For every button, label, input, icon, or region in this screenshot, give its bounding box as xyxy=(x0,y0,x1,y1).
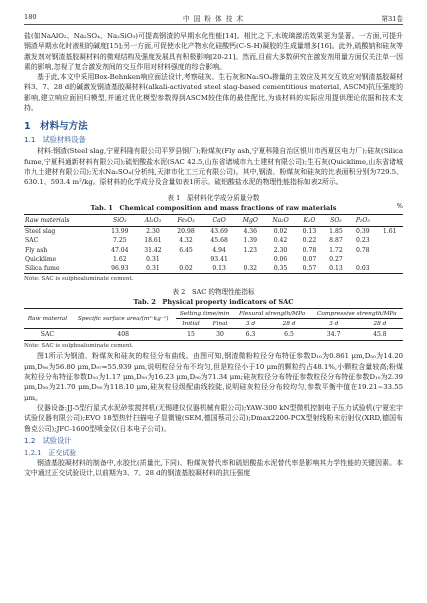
table-cell: 0.31 xyxy=(146,265,160,273)
table-cell: Quicklime xyxy=(25,255,57,263)
page-number: 180 xyxy=(24,13,37,21)
table-cell: 2.30 xyxy=(273,246,288,254)
sac-physical-properties-table xyxy=(24,308,403,341)
table-cell: 20.98 xyxy=(177,227,195,235)
table-cell: 6.5 xyxy=(284,331,294,339)
table-cell: 4.36 xyxy=(243,227,258,235)
table-cell: 0.32 xyxy=(243,265,258,273)
table1-header-cell: MgO xyxy=(236,214,265,226)
table-cell: 47.04 xyxy=(111,246,129,254)
table1-header-cell: SiO₂ xyxy=(103,214,136,226)
table2-header-compressive-28d: 28 d xyxy=(357,319,403,329)
paragraph-materials: 材料:钢渣(Steel slag,宁夏科隆有限公司平罗县钢厂);粉煤灰(Fly ash,宁夏科隆自治区银川市西夏区电力厂);硅灰(Silica fume,宁夏科通新材料有限公司);硫铝酸盐水泥(SAC 42.5,山东省诸城市九土建材有限公司);生石灰(Quicklime,山东省诸城市九土建材有限公司);无水Na₂SO₄(分析纯,天津市化工三元有限公司)。其中,钢渣、粉煤灰和硅灰的比表面积分别为729.5、630.1、593.4 m²/kg。原材料的化学成分及含量如表1所示。硫铝酸盐水泥的物理性能指标如表2所示。 xyxy=(24,147,403,187)
table-row xyxy=(24,329,403,341)
table2-header-flexural-28d: 28 d xyxy=(267,319,310,329)
table-cell: 408 xyxy=(117,331,129,339)
table-cell xyxy=(236,255,265,264)
table-cell: 0.23 xyxy=(356,237,370,245)
table-cell: 8.87 xyxy=(329,237,343,245)
table-cell: SAC xyxy=(40,331,55,339)
table-cell: 45.68 xyxy=(210,237,228,245)
table-cell xyxy=(376,264,403,274)
table1-header-cell: Al₂O₃ xyxy=(136,214,169,226)
table-cell: 0.02 xyxy=(179,265,193,273)
table-cell: 96.93 xyxy=(111,265,129,273)
table-cell: 0.31 xyxy=(146,255,160,263)
table-cell: 4.94 xyxy=(212,246,226,254)
table2-caption-en: Tab. 2 Physical property indicators of SAC xyxy=(133,298,294,307)
table1-unit: % xyxy=(396,201,403,210)
chemical-composition-table xyxy=(24,214,403,275)
table1-header-cell: SO₃ xyxy=(323,214,350,226)
table-cell: 30 xyxy=(216,331,224,339)
table-cell: 0.13 xyxy=(302,227,317,235)
volume-label: 第31卷 xyxy=(381,15,403,23)
paragraph-intro-continued: 盐(如NaAlO₂、Na₂SO₄、Na₂SiO₃)可提高钢渣的早期水化性能[14]。相比之下,水玻璃激活效果更为显著。一方面,可提升钢渣早期水化时液相的碱度[15];另一方面,可促使水化产物水化硅酸钙(C-S-H)凝胶的生成量增多[16]。此外,硫酸钠和硅灰等激发剂对钢渣基胶凝材料的微观结构及强度发展具有积极影响[20-21]。然而,目前大多数研究在激发剂用量方面仅关注单一因素的影响,忽视了复合激发剂间的交互作用对材料强度的综合影响。 xyxy=(24,32,403,71)
table2-header-compressive-3d: 3 d xyxy=(311,319,357,329)
table1-header-row xyxy=(24,214,403,226)
table-row xyxy=(24,236,403,245)
table2-header-flexural-3d: 3 d xyxy=(234,319,268,329)
table-cell: SAC xyxy=(25,237,39,245)
table-cell: Silica fume xyxy=(25,265,60,273)
table1-header-cell: Na₂O xyxy=(265,214,296,226)
table-cell: 15 xyxy=(187,331,195,339)
table-cell: 0.42 xyxy=(273,237,288,245)
table2-header-flexural: Flexural strength/MPa xyxy=(234,309,311,319)
table-cell: 7.25 xyxy=(113,237,127,245)
table2-header-compressive: Compressive strength/MPa xyxy=(311,309,403,319)
table2-note: Note: SAC is sulphoaluminate cement. xyxy=(24,343,134,350)
table-cell: 0.27 xyxy=(329,255,343,263)
table-cell: 43.69 xyxy=(210,227,228,235)
paragraph-particle-size: 图1所示为钢渣、粉煤灰和硅灰的粒径分布曲线。由图可知,钢渣微粉粒径分布特征参数D₁₀为0.861 μm,D₅₀为14.20 μm,D₉₀为56.80 μm,D₉₇=55.939 μm,说明粒径分布不均匀,但是粒径小于10 μm的颗粒约占48.1%,小颗粒含量较高;粉煤灰粒径分布特征参数D₁₀为1.17 μm,D₅₀为16.23 μm,D₉₀为71.34 μm;硅灰粒径分布特征参数粒径分布特征参数D₁₀为2.39 μm,D₅₀为21.70 μm,D₉₀为118.10 μm,硅灰粒径级配曲线较陡,说明硅灰粒径分布较均匀,参数平衡中值在19.21~33.55 μm。 xyxy=(24,352,403,402)
table2-header-final: Final xyxy=(206,319,233,329)
table-cell: 0.13 xyxy=(212,265,226,273)
table-cell: 0.78 xyxy=(356,246,370,254)
table-cell: 0.02 xyxy=(273,227,288,235)
table-row xyxy=(24,255,403,264)
table-cell: 1.72 xyxy=(329,246,343,254)
table-cell: Fly ash xyxy=(25,246,48,254)
table-cell xyxy=(376,255,403,264)
table-cell xyxy=(376,236,403,245)
paragraph-equipment: 仪器设备:JJ-5型行星式水泥砂浆搅拌机(无锡建仪仪器机械有限公司);YAW-300 kN型微机控制电子压力试验机(宁夏宏宇试验仪器有限公司);EVO 18型热针扫描电子显微镜(SEM,德国蔡司公司);Dmax2200-PCX型射线粉末衍射仪(XRD,德国布鲁克公司);JFC-1600型喷金仪(日本电子公司)。 xyxy=(24,403,403,433)
table-cell: 1.39 xyxy=(243,237,258,245)
table-cell: 1.85 xyxy=(329,227,343,235)
table-cell: 2.30 xyxy=(146,227,160,235)
table-cell: 18.61 xyxy=(144,237,162,245)
table-cell: 0.57 xyxy=(302,265,317,273)
table-cell xyxy=(376,245,403,254)
table-cell: 1.62 xyxy=(113,255,127,263)
table-cell: 6.3 xyxy=(245,331,256,339)
table-cell: 6.45 xyxy=(179,246,193,254)
table-cell: 45.8 xyxy=(373,331,387,339)
table-cell: 1.61 xyxy=(382,227,397,235)
section-heading-materials-methods: 1 材料与方法 xyxy=(24,121,88,133)
table-cell: 0.35 xyxy=(273,265,288,273)
journal-name: 中 国 粉 体 技 术 xyxy=(182,15,245,23)
table-cell: 93.41 xyxy=(210,255,228,263)
table1-header-cell: CaO xyxy=(203,214,236,226)
table-cell: Steel slag xyxy=(25,227,56,235)
table1-caption-en xyxy=(24,202,403,212)
article-body xyxy=(24,31,403,478)
paragraph-orthogonal-test: 钢渣基胶凝材料的制备中,水胶比(质量比,下同)、粉煤灰替代率和硫铝酸盐水泥替代率是影响其力学性能的关键因素。本文中通过正交试验设计,以前期为3、7、28 d的钢渣基胶凝材料的抗压强度 xyxy=(24,458,403,478)
table1-header-cell: P₂O₅ xyxy=(349,214,376,226)
table-cell: 31.42 xyxy=(144,246,162,254)
table2-header-setting-time: Setting time/min xyxy=(176,309,234,319)
table1-header-cell: K₂O xyxy=(296,214,323,226)
subsubsection-heading-orthogonal: 1.2.1 正交试验 xyxy=(24,448,76,457)
table1-header-cell: Fe₂O₃ xyxy=(169,214,202,226)
table2-header-row-groups xyxy=(24,309,403,319)
table-row xyxy=(24,226,403,236)
table-cell: 1.23 xyxy=(243,246,258,254)
table-cell xyxy=(169,255,202,264)
table-cell: 0.13 xyxy=(329,265,343,273)
table-cell: 0.06 xyxy=(273,255,288,263)
table2-header-surface-area: Specific surface area/(m²·kg⁻¹) xyxy=(71,309,176,329)
table-cell: 34.7 xyxy=(326,331,341,339)
table1-caption-cn: 表 1 原材料化学成分质量分数 xyxy=(167,193,260,202)
subsection-heading-design: 1.2 试验设计 xyxy=(24,435,72,445)
table-cell: 0.03 xyxy=(356,265,370,273)
table-cell: 4.32 xyxy=(179,237,193,245)
table-cell: 0.22 xyxy=(302,237,317,245)
table2-header-initial: Initial xyxy=(176,319,207,329)
table2-header-material: Raw material xyxy=(24,309,71,329)
table-cell: 0.78 xyxy=(302,246,317,254)
table1-note: Note: SAC is sulphoaluminate cement. xyxy=(24,276,134,283)
page-header xyxy=(24,12,403,25)
table-cell xyxy=(349,255,376,264)
table2-caption-cn: 表 2 SAC 的物理性能指标 xyxy=(172,288,255,297)
table-cell: 0.39 xyxy=(356,227,370,235)
subsection-heading-materials: 1.1 试验材料设备 xyxy=(24,135,86,145)
table-cell: 0.07 xyxy=(302,255,317,263)
table1-header-cell: Raw materials xyxy=(24,214,103,226)
table-cell: 13.99 xyxy=(111,227,129,235)
table1-caption-en-text: Tab. 1 Chemical composition and mass fractions of raw materials xyxy=(90,203,337,212)
table-row xyxy=(24,245,403,254)
table-row xyxy=(24,264,403,274)
paragraph-study-aim: 基于此,本文中采用Box-Behnken响应面法设计,考察硅灰、生石灰和Na₂SO₄掺量的主效应及其交互效应对钢渣基胶凝材料3、7、28 d的碱激发钢渣基胶凝材料(alkali-activated steel slag-based cementitious material, ASCM)抗压强度的影响,建立响应面回归模型,并通过优化模型参数得到ASCM较佳体的最佳配比,为该材料的实际应用提供理论依据和技术支持。 xyxy=(24,73,403,113)
table1-header-cell xyxy=(376,214,403,226)
